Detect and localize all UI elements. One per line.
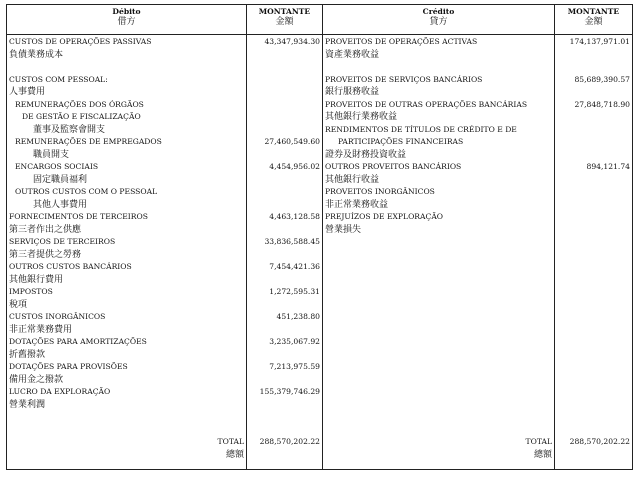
debit-item-label: DOTAÇÕES PARA AMORTIZAÇÕES [9, 337, 147, 347]
credit-item-label: PARTICIPAÇÕES FINANCEIRAS [338, 137, 464, 147]
debit-item-label: DOTAÇÕES PARA PROVISÕES [9, 362, 128, 372]
credit-total-amount: 288,570,202.22 [569, 437, 630, 447]
debit-item-label: REMUNERAÇÕES DOS ÓRGÃOS [15, 99, 144, 109]
debit-item-label-zh: 其他人事費用 [33, 199, 88, 210]
debit-item-label-zh: 人事費用 [9, 87, 46, 98]
debit-item-amount: 7,213,975.59 [269, 362, 320, 372]
debit-item-label: CUSTOS DE OPERAÇÕES PASSIVAS [9, 37, 152, 47]
credit-amounts-column [555, 35, 633, 437]
debit-item-label: SERVIÇOS DE TERCEIROS [9, 237, 116, 247]
debit-item-amount: 43,347,934.30 [264, 37, 320, 47]
debit-item-label-zh: 其他銀行費用 [9, 274, 64, 285]
debit-total-label-pt: TOTAL [217, 437, 244, 447]
debit-total-amount: 288,570,202.22 [259, 437, 320, 447]
debit-item-label: LUCRO DA EXPLORAÇÃO [9, 387, 111, 397]
debit-item-label-zh: 董事及監察會開支 [33, 124, 106, 135]
credit-item-amount: 174,137,971.01 [569, 37, 630, 47]
debit-item-label: DE GESTÃO E FISCALIZAÇÃO [22, 112, 141, 122]
credit-header [323, 5, 555, 35]
credit-item-label: PROVEITOS INORGÂNICOS [325, 187, 435, 197]
totals-row [7, 436, 633, 469]
debit-item-label-zh: 第三者提供之勞務 [9, 249, 82, 260]
debit-header [7, 5, 247, 35]
credit-labels-column [323, 35, 555, 437]
debit-header-pt: Débito [112, 7, 141, 16]
credit-item-label-zh: 營業損失 [325, 224, 362, 235]
credit-total-label-pt: TOTAL [525, 437, 552, 447]
debit-item-label-zh: 負債業務成本 [9, 49, 64, 60]
debit-total-amount-cell [247, 436, 323, 469]
debit-item-amount: 1,272,595.31 [269, 287, 320, 297]
credit-item-label-zh: 銀行服務收益 [325, 87, 380, 98]
debit-item-amount: 4,454,956.02 [269, 162, 320, 172]
credit-total-label [323, 436, 555, 469]
credit-item-label: OUTROS PROVEITOS BANCÁRIOS [325, 162, 462, 172]
debit-item-label: IMPOSTOS [9, 287, 53, 297]
debit-item-amount: 27,460,549.60 [264, 137, 320, 147]
debit-labels-column [7, 35, 247, 437]
debit-item-label-zh: 折舊撥款 [9, 349, 46, 360]
debit-item-amount: 33,836,588.45 [264, 237, 320, 247]
credit-total-label-zh: 總額 [533, 449, 552, 460]
credit-amount-header-zh: 金額 [584, 17, 603, 27]
debit-item-label-zh: 固定職員福利 [33, 174, 88, 185]
debit-total-label [7, 436, 247, 469]
debit-item-label-zh: 非正常業務費用 [9, 324, 73, 335]
credit-item-label: PREJUÍZOS DE EXPLORAÇÃO [325, 212, 444, 222]
credit-item-amount: 85,689,390.57 [574, 74, 630, 84]
debit-item-label: OUTROS CUSTOS BANCÁRIOS [9, 262, 132, 272]
credit-header-zh: 貸方 [429, 17, 448, 27]
credit-item-label: PROVEITOS DE OUTRAS OPERAÇÕES BANCÁRIAS [325, 99, 528, 109]
debit-item-label: OUTROS CUSTOS COM O PESSOAL [15, 187, 158, 197]
debit-item-label-zh: 職員開支 [33, 149, 70, 160]
debit-amount-header-pt: MONTANTE [258, 7, 311, 16]
debit-total-label-zh: 總額 [225, 449, 244, 460]
debit-item-amount: 3,235,067.92 [269, 337, 320, 347]
debit-amount-header-zh: 金額 [275, 17, 294, 27]
debit-item-label-zh: 第三者作出之供應 [9, 224, 82, 235]
debit-header-zh: 借方 [117, 17, 136, 27]
debit-item-amount: 451,238.80 [276, 312, 320, 322]
debit-item-label: FORNECIMENTOS DE TERCEIROS [9, 212, 148, 222]
credit-item-label-zh: 資產業務收益 [325, 49, 380, 60]
debit-item-label-zh: 備用金之撥款 [9, 374, 64, 385]
credit-total-amount-cell [555, 436, 633, 469]
credit-item-amount: 27,848,718.90 [574, 99, 630, 109]
body-row [7, 35, 633, 437]
debit-item-label: ENCARGOS SOCIAIS [15, 162, 99, 172]
debit-amount-header [247, 5, 323, 35]
debit-item-amount: 7,454,421.36 [269, 262, 320, 272]
credit-header-pt: Crédito [422, 7, 455, 16]
debit-item-amount: 155,379,746.29 [259, 387, 320, 397]
debit-item-label-zh: 營業利潤 [9, 399, 46, 410]
debit-item-label-zh: 稅項 [9, 299, 28, 310]
credit-item-label: PROVEITOS DE OPERAÇÕES ACTIVAS [325, 37, 478, 47]
credit-item-label-zh: 其他銀行業務收益 [325, 112, 398, 123]
credit-amount-header-pt: MONTANTE [567, 7, 620, 16]
credit-item-label-zh: 其他銀行收益 [325, 174, 380, 185]
credit-item-label: PROVEITOS DE SERVIÇOS BANCÁRIOS [325, 74, 483, 84]
debit-amounts-column [247, 35, 323, 437]
debit-item-amount: 4,463,128.58 [269, 212, 320, 222]
credit-item-amount: 894,121.74 [586, 162, 630, 172]
credit-item-label: RENDIMENTOS DE TÍTULOS DE CRÉDITO E DE [325, 124, 517, 134]
header-row [7, 5, 633, 35]
debit-item-label: REMUNERAÇÕES DE EMPREGADOS [15, 137, 162, 147]
debit-item-label: CUSTOS COM PESSOAL: [9, 74, 108, 84]
debit-item-label: CUSTOS INORGÂNICOS [9, 312, 106, 322]
credit-item-label-zh: 非正常業務收益 [325, 199, 389, 210]
income-statement-table [6, 4, 633, 470]
credit-amount-header [555, 5, 633, 35]
credit-item-label-zh: 證券及財務投資收益 [325, 149, 407, 160]
